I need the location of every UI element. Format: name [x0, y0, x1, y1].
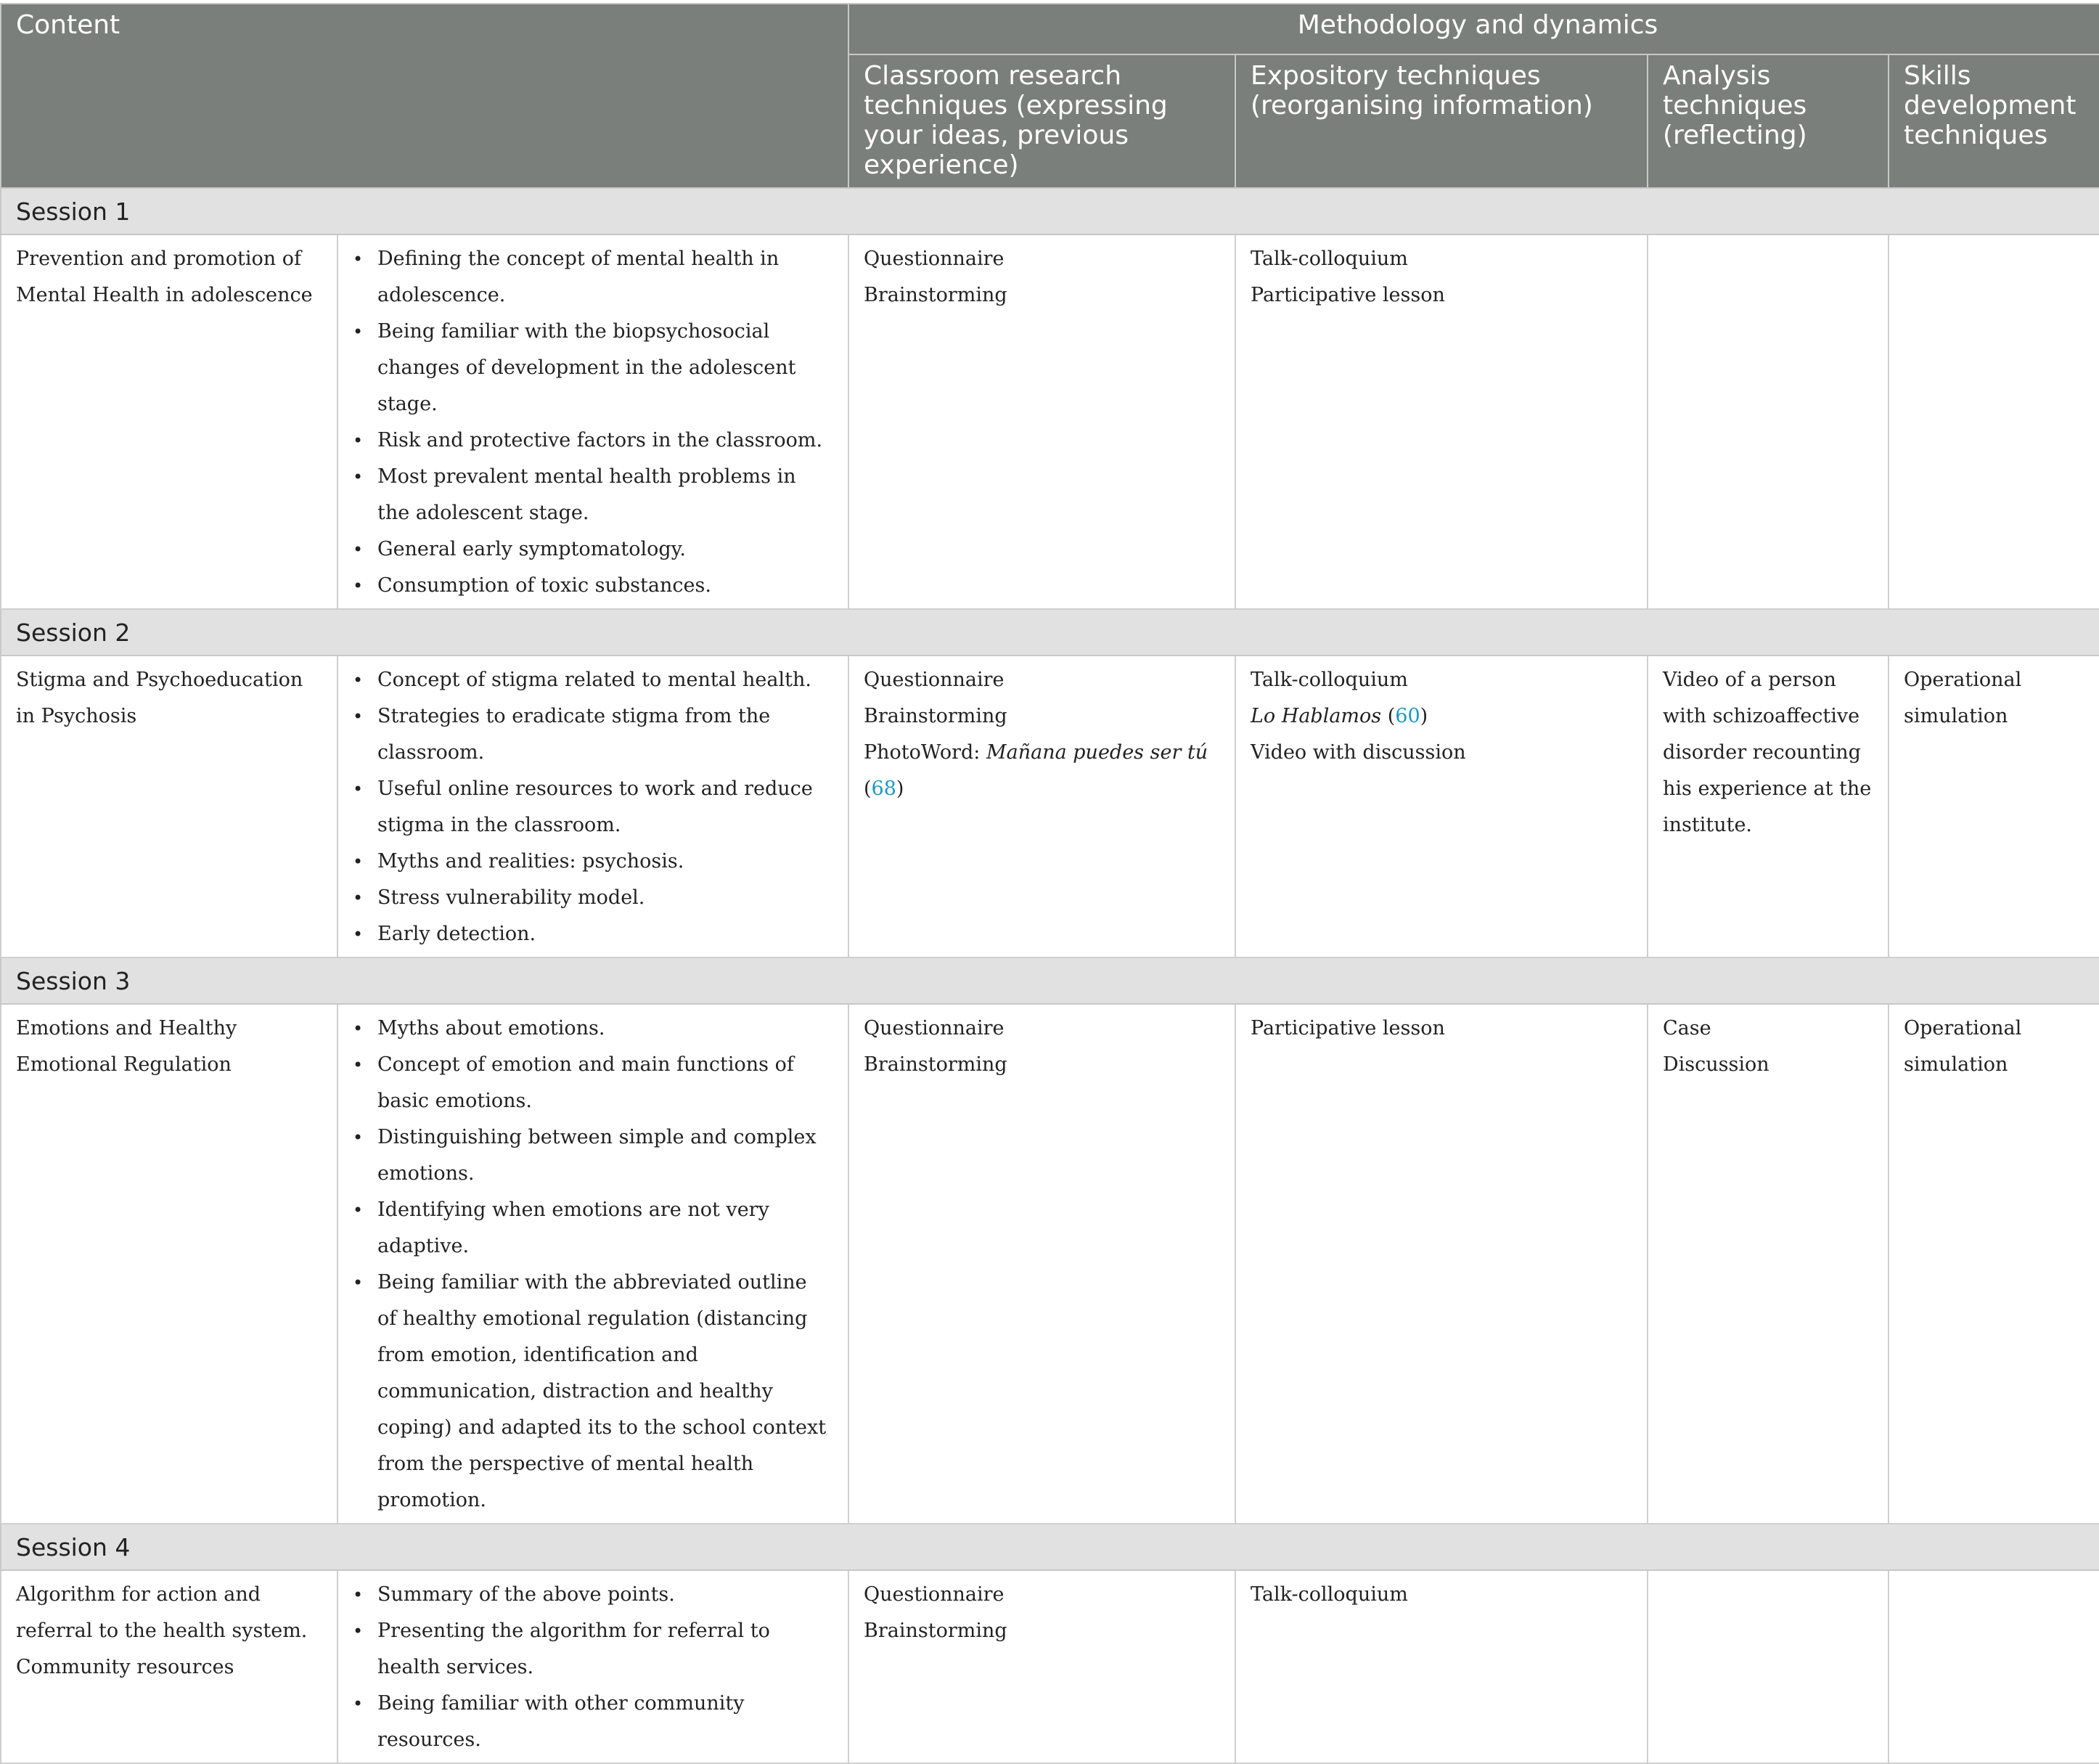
skills-techniques-cell: [1889, 1570, 2099, 1763]
expository-techniques-cell: [1235, 1004, 1648, 1524]
session-header-row: [1, 957, 2099, 1004]
lo-hablamos-item: [1251, 698, 1634, 735]
session-label: Session 2: [1, 609, 2099, 656]
skills-column-header: Skills development techniques: [1889, 54, 2099, 188]
skills-techniques-cell: [1889, 656, 2099, 957]
objective-item: • Being familiar with other community resources.: [377, 1686, 827, 1758]
paren-open: (: [864, 777, 872, 800]
objective-item: • Distinguishing between simple and complex emotions.: [377, 1119, 827, 1192]
objectives-cell: [337, 656, 848, 957]
objective-item: • General early symptomatology.: [377, 531, 827, 568]
expository-technique: Participative lesson: [1251, 284, 1445, 306]
expository-technique: Talk-colloquium: [1251, 1583, 1408, 1606]
skills-techniques-cell: [1889, 234, 2099, 609]
session-label: Session 3: [1, 957, 2099, 1004]
objective-item: • Early detection.: [377, 916, 827, 952]
objectives-list: [338, 1577, 835, 1758]
expository-techniques-cell: [1235, 656, 1648, 957]
objectives-cell: [337, 234, 848, 609]
objective-item: • Being familiar with the biopsychosocial changes of development in the adolescent stage.: [377, 314, 827, 422]
content-column-header: Content: [1, 4, 848, 188]
session-label: Session 1: [1, 188, 2099, 234]
topic-cell: [1, 1004, 337, 1524]
paren-close: ): [896, 777, 904, 800]
research-technique: Brainstorming: [864, 705, 1007, 727]
topic-text: Emotions and Healthy Emotional Regulation: [16, 1017, 237, 1076]
objectives-list: [338, 241, 835, 604]
expository-technique: Talk-colloquium: [1251, 669, 1408, 691]
topic-cell: [1, 234, 337, 609]
expository-techniques-cell: [1235, 1570, 1648, 1763]
session-content-row: [1, 656, 2099, 957]
photoword-prefix: PhotoWord:: [864, 741, 986, 764]
objective-item: • Concept of emotion and main functions of basic emotions.: [377, 1047, 827, 1119]
objectives-cell: [337, 1004, 848, 1524]
topic-text: Prevention and promotion of Mental Health in adolescence: [16, 248, 313, 306]
objective-item: • Myths about emotions.: [377, 1010, 827, 1047]
research-technique: Questionnaire: [864, 1017, 1005, 1040]
research-techniques-cell: [848, 1570, 1235, 1763]
analysis-techniques-cell: [1648, 1570, 1889, 1763]
reference-link: 60: [1395, 705, 1420, 727]
objective-item: • Strategies to eradicate stigma from the classroom.: [377, 698, 827, 771]
sessions-table: [0, 3, 2099, 1764]
analysis-technique: Discussion: [1663, 1053, 1769, 1076]
resource-title: Lo Hablamos: [1251, 705, 1382, 727]
session-content-row: [1, 1570, 2099, 1763]
photoword-title: Mañana puedes ser tú: [986, 741, 1208, 764]
expository-column-header: Expository techniques (reorganising information): [1235, 54, 1648, 188]
topic-text: Community resources: [16, 1656, 234, 1678]
analysis-techniques-cell: [1648, 234, 1889, 609]
analysis-techniques-cell: [1648, 1004, 1889, 1524]
photoword-item: [864, 735, 1222, 807]
session-content-row: [1, 234, 2099, 609]
research-technique: Brainstorming: [864, 1053, 1007, 1076]
research-techniques-cell: [848, 234, 1235, 609]
session-label: Session 4: [1, 1524, 2099, 1570]
objective-item: • Useful online resources to work and reduce stigma in the classroom.: [377, 771, 827, 844]
analysis-column-header: Analysis techniques (reflecting): [1648, 54, 1889, 188]
objective-item: • Being familiar with the abbreviated outline of healthy emotional regulation (distancing from emotion, identification and communication, distraction and healthy coping) and adapted its to the school context from the perspective of mental health promotion.: [377, 1265, 827, 1519]
methodology-column-header: Methodology and dynamics: [848, 4, 2099, 54]
paren-close: ): [1420, 705, 1428, 727]
research-column-header: Classroom research techniques (expressing your ideas, previous experience): [848, 54, 1235, 188]
skills-techniques-cell: [1889, 1004, 2099, 1524]
session-content-row: [1, 1004, 2099, 1524]
topic-text: Stigma and Psychoeducation in Psychosis: [16, 669, 303, 727]
objective-item: • Defining the concept of mental health in adolescence.: [377, 241, 827, 314]
expository-technique: Video with discussion: [1251, 741, 1466, 764]
expository-technique: Participative lesson: [1251, 1017, 1445, 1040]
research-technique: Brainstorming: [864, 1620, 1007, 1642]
paren-open: (: [1381, 705, 1396, 727]
objective-item: • Concept of stigma related to mental health.: [377, 662, 827, 698]
analysis-technique: Video of a person with schizoaffective disorder recounting his experience at the institute.: [1663, 669, 1872, 836]
objectives-list: [338, 1010, 835, 1519]
objectives-cell: [337, 1570, 848, 1763]
session-header-row: [1, 1524, 2099, 1570]
objective-item: • Myths and realities: psychosis.: [377, 844, 827, 880]
objective-item: • Stress vulnerability model.: [377, 880, 827, 916]
objective-item: • Summary of the above points.: [377, 1577, 827, 1613]
objective-item: • Presenting the algorithm for referral to health services.: [377, 1613, 827, 1686]
expository-techniques-cell: [1235, 234, 1648, 609]
session-header-row: [1, 609, 2099, 656]
reference-link: 68: [871, 777, 896, 800]
expository-technique: Talk-colloquium: [1251, 248, 1408, 270]
objective-item: • Identifying when emotions are not very adaptive.: [377, 1192, 827, 1265]
topic-cell: [1, 1570, 337, 1763]
research-technique: Brainstorming: [864, 284, 1007, 306]
analysis-techniques-cell: [1648, 656, 1889, 957]
research-technique: Questionnaire: [864, 1583, 1005, 1606]
research-techniques-cell: [848, 1004, 1235, 1524]
session-header-row: [1, 188, 2099, 234]
topic-cell: [1, 656, 337, 957]
topic-text: Algorithm for action and referral to the health system.: [16, 1583, 308, 1642]
analysis-technique: Case: [1663, 1017, 1711, 1040]
research-techniques-cell: [848, 656, 1235, 957]
skills-technique: Operational simulation: [1904, 1017, 2022, 1076]
objective-item: • Most prevalent mental health problems in the adolescent stage.: [377, 459, 827, 531]
research-technique: Questionnaire: [864, 248, 1005, 270]
objective-item: • Risk and protective factors in the classroom.: [377, 422, 827, 459]
objectives-list: [338, 662, 835, 952]
skills-technique: Operational simulation: [1904, 669, 2022, 727]
objective-item: • Consumption of toxic substances.: [377, 568, 827, 604]
research-technique: Questionnaire: [864, 669, 1005, 691]
